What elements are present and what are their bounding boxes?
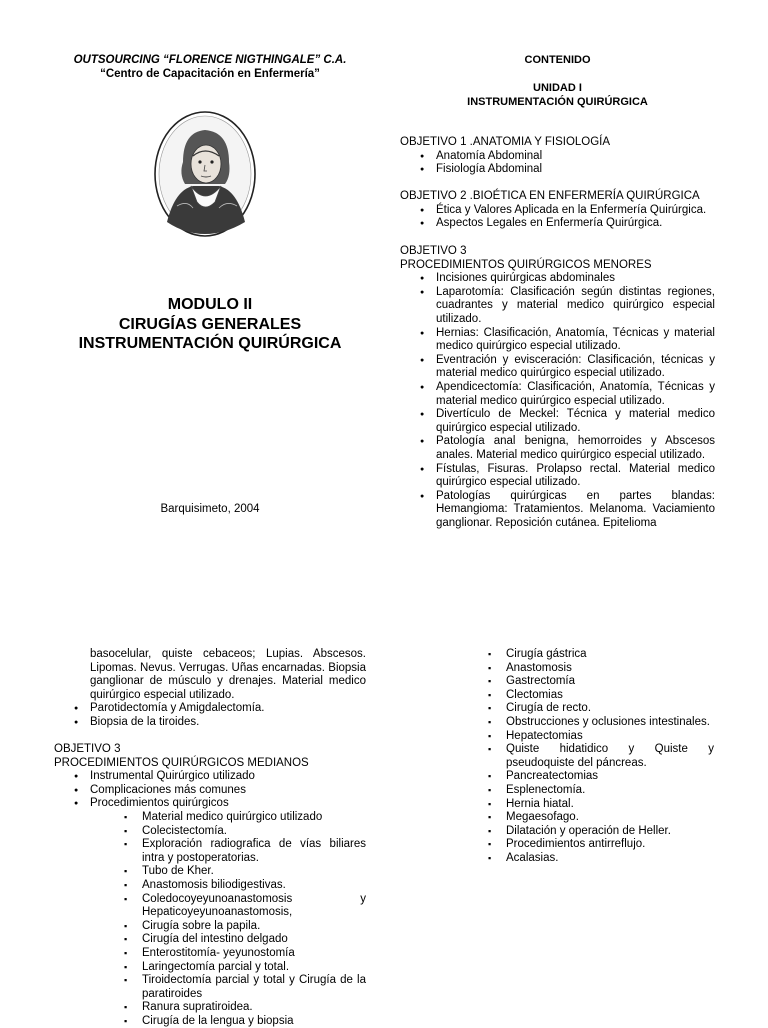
list-item: ▪ Laringectomía parcial y total. <box>122 961 366 975</box>
list-item: ● Incisiones quirúrgicas abdominales <box>400 272 715 286</box>
objective-2-section <box>400 190 715 231</box>
list-item: ▪ Megaesofago. <box>486 811 714 825</box>
page-gap <box>0 560 768 628</box>
gastro-procedures-section <box>486 648 714 866</box>
list-item: ● Fisiología Abdominal <box>400 163 715 177</box>
list-item: ▪ Tubo de Kher. <box>122 865 366 879</box>
training-center-name: “Centro de Capacitación en Enfermería” <box>100 67 320 80</box>
contents-heading: CONTENIDO <box>524 54 591 66</box>
list-item: ● Complicaciones más comunes <box>54 784 366 798</box>
list-item: ● Fístulas, Fisuras. Prolapso rectal. Material medico quirúrgico especial utilizado. <box>400 463 715 490</box>
list-item: ● Procedimientos quirúrgicos <box>54 797 366 811</box>
list-item: ● Divertículo de Meckel: Técnica y material medico quirúrgico especial utilizado. <box>400 408 715 435</box>
place-and-date: Barquisimeto, 2004 <box>160 503 260 515</box>
objective-3-heading: OBJETIVO 3 <box>400 245 467 257</box>
list-item: ● Apendicectomía: Clasificación, Anatomía, Técnicas y material medico quirúrgico especial utilizado. <box>400 381 715 408</box>
objective-3-subheading: PROCEDIMIENTOS QUIRÚRGICOS MENORES <box>400 258 652 271</box>
list-item: ▪ Obstrucciones y oclusiones intestinales. <box>486 716 714 730</box>
list-item: ▪ Quiste hidatidico y Quiste y pseudoquiste del páncreas. <box>486 743 714 770</box>
objective-3-medium-subheading: PROCEDIMIENTOS QUIRÚRGICOS MEDIANOS <box>54 756 309 769</box>
objective-3-medium-list <box>54 770 366 811</box>
list-item: ▪ Exploración radiografica de vías biliares intra y postoperatorias. <box>122 838 366 865</box>
list-item: ▪ Acalasias. <box>486 852 714 866</box>
objective-1-heading: OBJETIVO 1 .ANATOMIA Y FISIOLOGÍA <box>400 136 611 148</box>
list-item: ▪ Gastrectomía <box>486 675 714 689</box>
list-item: ● Biopsia de la tiroides. <box>54 716 366 730</box>
list-item: ▪ Hepatectomias <box>486 730 714 744</box>
objective-3-medium-heading: OBJETIVO 3 <box>54 743 121 755</box>
objective-1-section <box>400 136 715 177</box>
objective-2-heading: OBJETIVO 2 .BIOÉTICA EN ENFERMERÍA QUIRÚRGICA <box>400 190 700 202</box>
list-item: ● Patología anal benigna, hemorroides y Abscesos anales. Material medico quirúrgico especial utilizado. <box>400 435 715 462</box>
list-item: ▪ Enterostitomía- yeyunostomía <box>122 947 366 961</box>
list-item: ● Parotidectomía y Amigdalectomía. <box>54 702 366 716</box>
objective-2-list <box>400 204 715 231</box>
gastro-procedures-list <box>486 648 714 866</box>
list-item: ● Patologías quirúrgicas en partes blandas: Hemangioma: Tratamientos. Melanoma. Vaciamiento ganglionar. Reposición cutánea. Epitelioma <box>400 490 715 531</box>
list-item: ▪ Cirugía de recto. <box>486 702 714 716</box>
list-item: ▪ Tiroidectomía parcial y total y Cirugía de la paratiroides <box>122 974 366 1001</box>
unit-heading <box>400 82 715 109</box>
list-item: ▪ Cirugía sobre la papila. <box>122 920 366 934</box>
unit-title: INSTRUMENTACIÓN QUIRÚRGICA <box>467 95 648 108</box>
organization-header <box>50 54 370 81</box>
module-title-line2: CIRUGÍAS GENERALES <box>118 315 302 333</box>
unit-label: UNIDAD I <box>533 82 582 94</box>
continuation-list <box>54 702 366 729</box>
list-item: ▪ Anastomosis biliodigestivas. <box>122 879 366 893</box>
portrait-image <box>153 110 257 238</box>
module-title-line1: MODULO II <box>167 296 253 313</box>
list-item: ▪ Esplenectomía. <box>486 784 714 798</box>
module-title <box>50 295 370 354</box>
module-title-line3: INSTRUMENTACIÓN QUIRÚRGICA <box>78 335 342 352</box>
objective-3-minor-list <box>400 272 715 530</box>
list-item: ▪ Clectomias <box>486 689 714 703</box>
list-item: ▪ Cirugía de la lengua y biopsia <box>122 1015 366 1028</box>
list-item: ▪ Pancreatectomias <box>486 770 714 784</box>
list-item: ● Instrumental Quirúrgico utilizado <box>54 770 366 784</box>
list-item: ▪ Hernia hiatal. <box>486 798 714 812</box>
list-item: ● Hernias: Clasificación, Anatomía, Técnicas y material medico quirúrgico especial utilizado. <box>400 327 715 354</box>
list-item: ▪ Colecistectomía. <box>122 825 366 839</box>
list-item: ● Aspectos Legales en Enfermería Quirúrgica. <box>400 217 715 231</box>
list-item: ▪ Dilatación y operación de Heller. <box>486 825 714 839</box>
list-item: ▪ Coledocoyeyunoanastomosis y Hepaticoyeyunoanastomosis, <box>122 893 366 920</box>
continuation-paragraph: basocelular, quiste cebaceos; Lupias. Abscesos. Lipomas. Nevus. Verrugas. Uñas encarnadas. Biopsia ganglionar de músculo y drenajes. Material medico quirúrgico especial utilizado. <box>90 648 366 701</box>
continuation-section <box>54 648 366 730</box>
objective-3-medium-section <box>54 743 366 1028</box>
objective-1-list <box>400 150 715 177</box>
list-item: ▪ Anastomosis <box>486 662 714 676</box>
list-item: ▪ Procedimientos antirreflujo. <box>486 838 714 852</box>
organization-name: OUTSOURCING “FLORENCE NIGTHINGALE” C.A. <box>73 54 347 66</box>
list-item: ▪ Cirugía del intestino delgado <box>122 933 366 947</box>
objective-3-minor-section <box>400 245 715 530</box>
list-item: ▪ Ranura supratiroidea. <box>122 1001 366 1015</box>
list-item: ● Ética y Valores Aplicada en la Enfermería Quirúrgica. <box>400 204 715 218</box>
portrait-icon <box>153 110 257 238</box>
list-item: ▪ Material medico quirúrgico utilizado <box>122 811 366 825</box>
list-item: ● Laparotomía: Clasificación según distintas regiones, cuadrantes y material medico quirúrgico especial utilizado. <box>400 286 715 327</box>
list-item: ● Anatomía Abdominal <box>400 150 715 164</box>
procedures-sublist <box>122 811 366 1028</box>
list-item: ▪ Cirugía gástrica <box>486 648 714 662</box>
list-item: ● Eventración y evisceración: Clasificación, técnicas y material medico quirúrgico especial utilizado. <box>400 354 715 381</box>
